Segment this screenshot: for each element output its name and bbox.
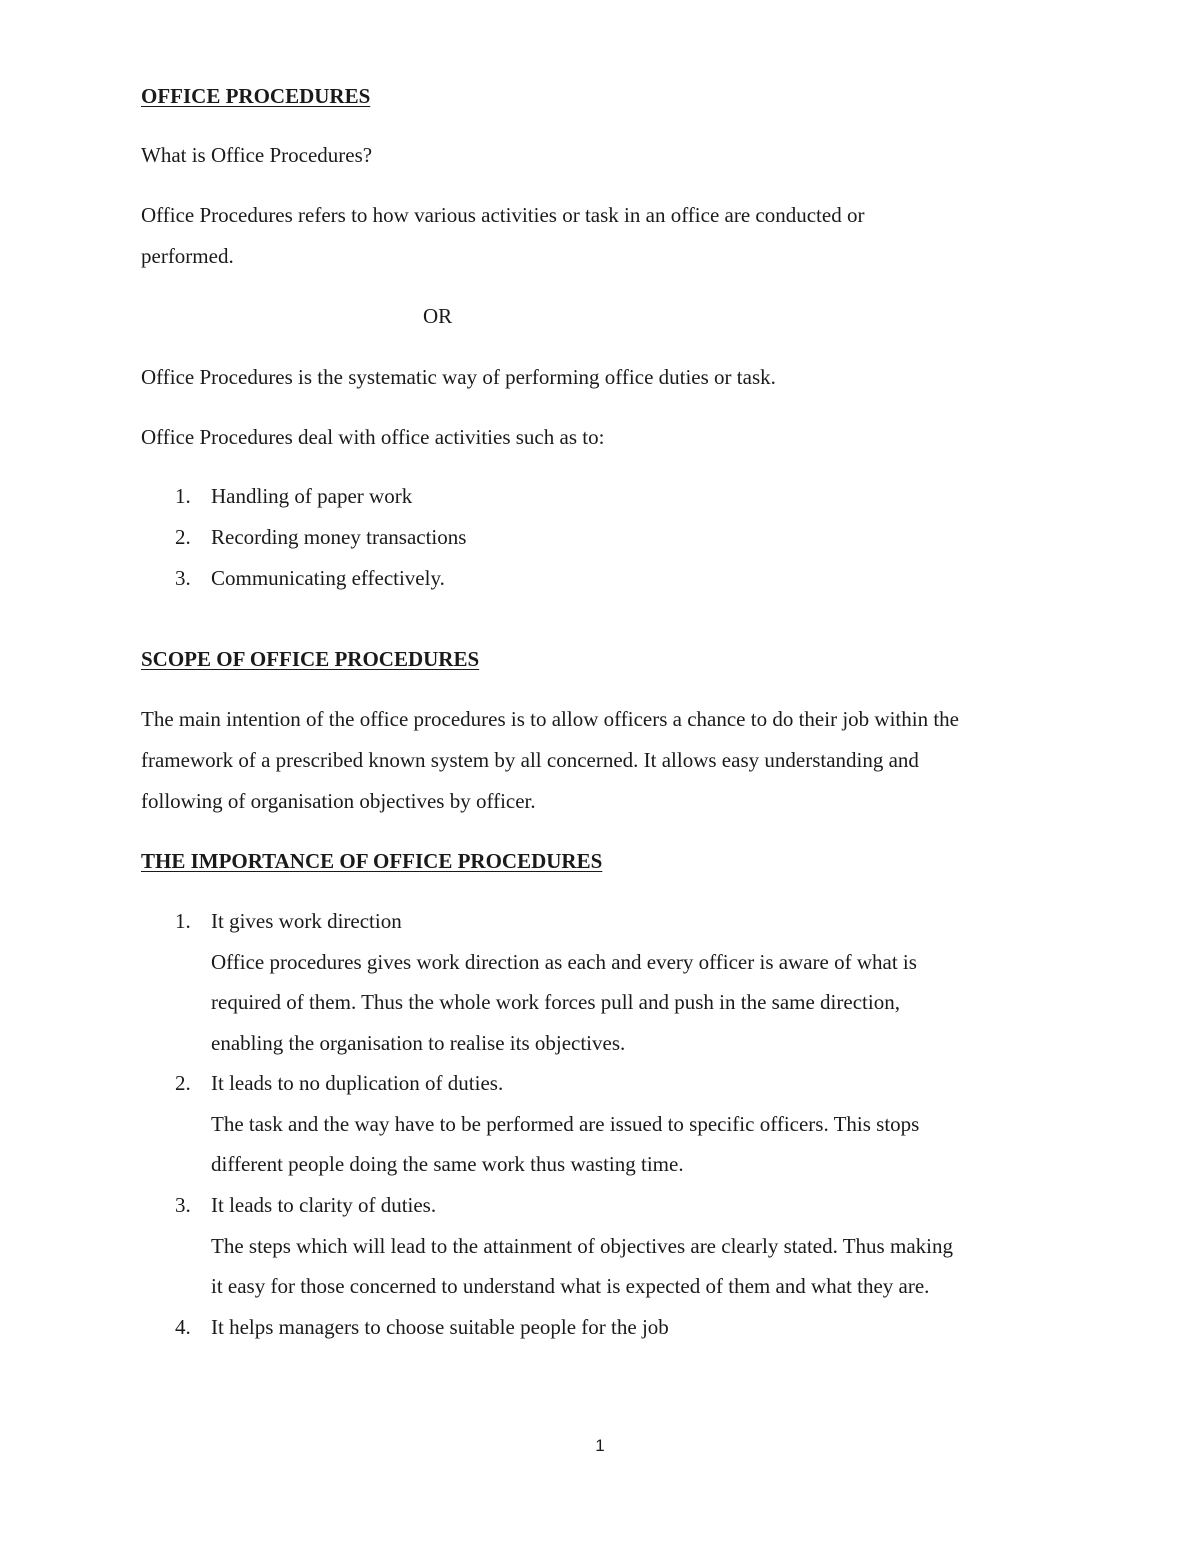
list-number: 4. <box>175 1315 191 1339</box>
importance-item-line: it easy for those concerned to understand what is expected of them and what they are. <box>211 1274 930 1298</box>
list-item: Recording money transactions <box>211 525 467 549</box>
definition-line: performed. <box>141 244 234 268</box>
importance-item-title: It leads to clarity of duties. <box>211 1193 437 1217</box>
list-number: 3. <box>175 1193 191 1217</box>
scope-paragraph-line: following of organisation objectives by officer. <box>141 789 536 813</box>
scope-paragraph-line: The main intention of the office procedures is to allow officers a chance to do their job within the <box>141 707 959 731</box>
list-item: Communicating effectively. <box>211 566 445 590</box>
importance-item-title: It helps managers to choose suitable people for the job <box>211 1315 669 1339</box>
or-separator: OR <box>423 304 453 328</box>
importance-item-title: It leads to no duplication of duties. <box>211 1071 504 1095</box>
list-number: 1. <box>175 909 191 933</box>
importance-item-line: required of them. Thus the whole work forces pull and push in the same direction, <box>211 990 900 1014</box>
list-number: 2. <box>175 525 191 549</box>
importance-item-line: enabling the organisation to realise its objectives. <box>211 1031 626 1055</box>
question-text: What is Office Procedures? <box>141 143 373 167</box>
activities-intro: Office Procedures deal with office activities such as to: <box>141 425 605 449</box>
page-number: 1 <box>595 1436 605 1455</box>
importance-item-title: It gives work direction <box>211 909 402 933</box>
importance-item-line: The steps which will lead to the attainment of objectives are clearly stated. Thus making <box>211 1234 953 1258</box>
scope-heading: SCOPE OF OFFICE PROCEDURES <box>141 647 480 671</box>
page-title: OFFICE PROCEDURES <box>141 84 371 108</box>
definition-line: Office Procedures refers to how various activities or task in an office are conducted or <box>141 203 865 227</box>
list-number: 3. <box>175 566 191 590</box>
importance-item-line: Office procedures gives work direction as each and every officer is aware of what is <box>211 950 917 974</box>
scope-paragraph-line: framework of a prescribed known system by all concerned. It allows easy understanding and <box>141 748 919 772</box>
importance-item-line: The task and the way have to be performed are issued to specific officers. This stops <box>211 1112 920 1136</box>
list-item: Handling of paper work <box>211 484 413 508</box>
importance-heading: THE IMPORTANCE OF OFFICE PROCEDURES <box>141 849 603 873</box>
list-number: 2. <box>175 1071 191 1095</box>
list-number: 1. <box>175 484 191 508</box>
importance-item-line: different people doing the same work thus wasting time. <box>211 1152 684 1176</box>
definition-alt: Office Procedures is the systematic way of performing office duties or task. <box>141 365 776 389</box>
